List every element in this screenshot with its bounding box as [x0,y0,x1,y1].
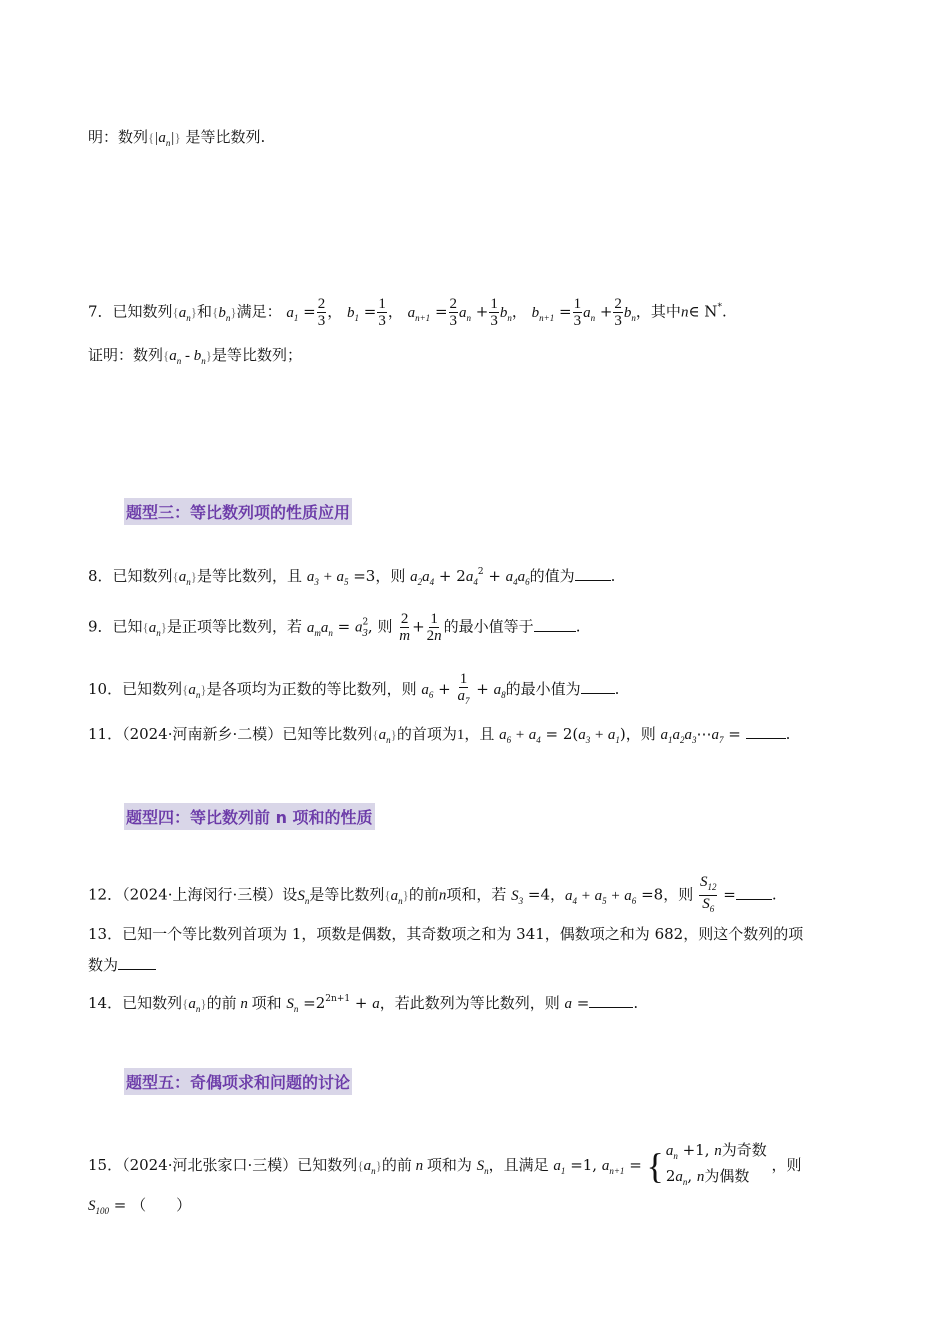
problem-14: 14．已知数列$\{a_n\}$的前 n 项和 $S_n =2^{2n+1} + a$，若此数列为等比数列，则 a = . [88,994,639,1014]
problem-12: 12．（2024·上海闵行·三模）设$S_n$是等比数列$\{a_n\}$的前n项和，若 $S_3 =4$，$a_4 + a_5 + a_6 =8$，则 $\frac{S_{12}}{S_6}$ = . [88,874,777,914]
problem-7: 7．已知数列$\{a_n\}$和$\{b_n\}$满足： $a_1$ = $\frac{2}{3}$ ， $b_1$ = $\frac{1}{3}$ ， $a_{n+1}$ = $\frac{2}{3}$ $a_n$ + $\frac{1}{3}$ $b_n$， $b_{n+1}$ = $\frac{1}{3}$ $a_n$ + $\frac{2}{3}$ $b_n$，其中n∈ N*. [88,296,727,329]
problem-11: 11．（2024·河南新乡·二模）已知等比数列$\{a_n\}$的首项为1，且 $a_6 + a_4 = 2(a_3 + a_1)$，则 $a_1a_2a_3\cdots a_7$ = . [88,725,791,745]
problem-8: 8．已知数列$\{a_n\}$是等比数列，且 $a_3 + a_5 =3$，则 $a_2a_4 + 2a_4^2 + a_4a_6$的值为 . [88,567,616,587]
problem-10: 10．已知数列$\{a_n\}$是各项均为正数的等比数列，则 $a_6$ + $\frac{1}{a_7}$ + $a_8$的最小值为 . [88,671,620,706]
section-heading-5: 题型五：奇偶项求和问题的讨论 [124,1068,352,1095]
section-heading-3: 题型三：等比数列项的性质应用 [124,498,352,525]
problem-15: 15．（2024·河北张家口·三模）已知数列$\{a_n\}$的前 n 项和为 $S_n$，且满足 $a_1 =1$, $a_{n+1}$ = { $a_n +1$, n为奇数 $2a_n$, n为偶数 ，则 [88,1140,802,1192]
text-fragment: 明：数列$\{|a_n|\}$ 是等比数列. [88,128,266,148]
problem-15-line2: $S_{100}$ = （ ） [88,1196,192,1216]
problem-13-line2: 数为 [88,954,156,976]
section-heading-4: 题型四：等比数列前 n 项和的性质 [124,803,375,830]
problem-7-line2: 证明：数列$\{a_n - b_n\}$是等比数列； [88,346,303,366]
problem-9: 9．已知$\{a_n\}$是正项等比数列，若 $a_ma_n = a^2_3$, 则 $\frac{2}{m}$ + $\frac{1}{2n}$ 的最小值等于 . [88,611,581,644]
problem-13: 13．已知一个等比数列首项为 1，项数是偶数，其奇数项之和为 341，偶数项之和为 682，则这个数列的项 [88,925,804,943]
piecewise-definition: { $a_n +1$, n为奇数 $2a_n$, n为偶数 [646,1141,767,1187]
